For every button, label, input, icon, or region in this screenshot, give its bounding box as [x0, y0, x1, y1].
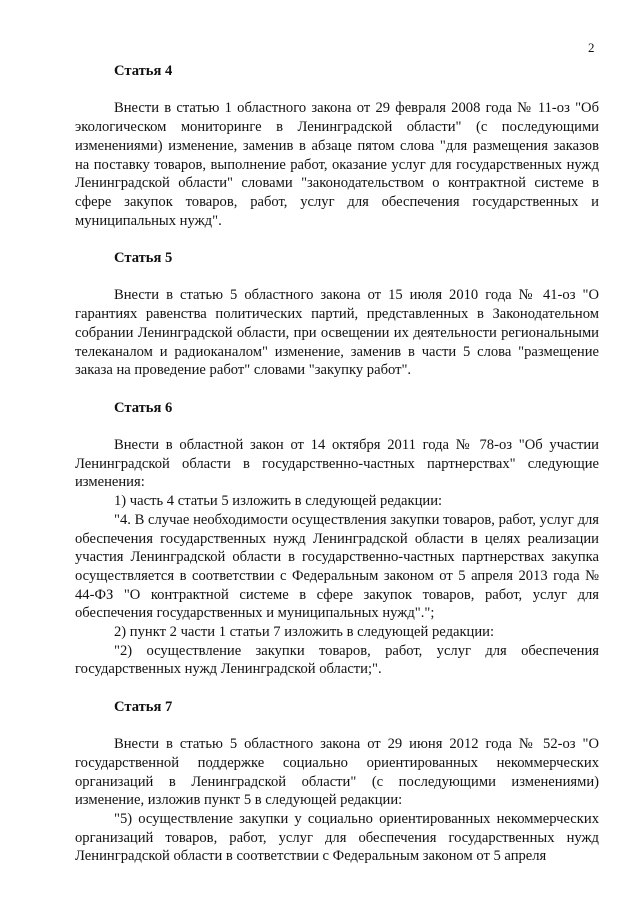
article-heading: Статья 6	[114, 399, 173, 416]
article-paragraph: Внести в областной закон от 14 октября 2011 года № 78-оз "Об участии Ленинградской области в государственно-частных партнерствах" следующие изменения:	[75, 436, 599, 491]
article-paragraph: 1) часть 4 статьи 5 изложить в следующей редакции:	[114, 493, 443, 510]
document-body	[75, 62, 599, 866]
article-paragraph: Внести в статью 5 областного закона от 15 июля 2010 года № 41-оз "О гарантиях равенства политических партий, представленных в Законодательном собрании Ленинградской области, при освещении их деятельности региональными телеканалом и радиоканалом" изменение, заменив в части 5 слова "размещение заказа на проведение работ" словами "закупку работ".	[75, 287, 599, 379]
article-paragraph: Внести в статью 5 областного закона от 29 июня 2012 года № 52-оз "О государственной поддержке социально ориентированных некоммерческих организаций в Ленинградской области" (с последующими изменениями) изменение, изложив пункт 5 в следующей редакции:	[75, 736, 599, 809]
article-heading: Статья 5	[114, 250, 173, 266]
article-5	[75, 249, 599, 380]
article-7	[75, 698, 599, 866]
article-heading: Статья 7	[114, 698, 173, 715]
article-heading: Статья 4	[114, 63, 173, 79]
page-number: 2	[588, 40, 595, 55]
article-paragraph: 2) пункт 2 части 1 статьи 7 изложить в следующей редакции:	[114, 624, 495, 641]
article-paragraph: Внести в статью 1 областного закона от 29 февраля 2008 года № 11-оз "Об экологическом мониторинге в Ленинградской области" (с последующими изменениями) изменение, заменив в абзаце пятом слова "для размещения заказов на поставку товаров, выполнение работ, оказание услуг для государственных нужд Ленинградской области" словами "законодательством о контрактной системе в сфере закупок товаров, работ, услуг для обеспечения государственных и муниципальных нужд".	[75, 100, 599, 229]
article-6	[75, 399, 599, 680]
article-paragraph: "5) осуществление закупки у социально ориентированных некоммерческих организаций товаров, работ, услуг для обеспечения государственных нужд Ленинградской области в соответствии с Федеральным законом от 5 апреля	[75, 811, 599, 865]
article-paragraph: "2) осуществление закупки товаров, работ, услуг для обеспечения государственных нужд Ленинградской области;".	[75, 642, 599, 678]
article-4	[75, 62, 599, 230]
article-paragraph: "4. В случае необходимости осуществления закупки товаров, работ, услуг для обеспечения государственных нужд Ленинградской области в целях реализации участия Ленинградской области в государственно-частных партнерствах закупка осуществляется в соответствии с Федеральным законом от 5 апреля 2013 года № 44-ФЗ "О контрактной системе в сфере закупок товаров, работ, услуг для обеспечения государственных и муниципальных нужд".";	[75, 511, 599, 622]
